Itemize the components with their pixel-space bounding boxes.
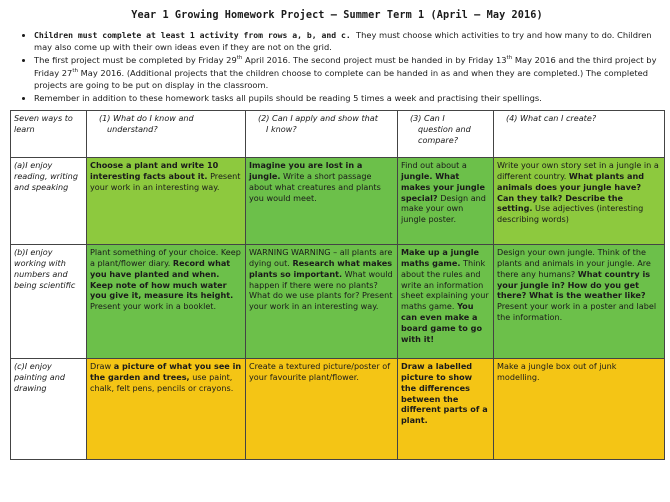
row-a-cell-3-text-b: Design and make your own jungle poster. (401, 192, 486, 225)
header-3-line1: (3) Can I (410, 113, 445, 124)
row-a-cell-2-bold: Imagine you are lost in a jungle. (249, 160, 363, 182)
row-a-cell-3 (398, 158, 494, 245)
header-4-text: (4) What can I create? (506, 113, 597, 124)
activity-grid (10, 110, 665, 460)
row-a-label: (a)I enjoy reading, writing and speaking (11, 158, 87, 245)
row-a-cell-2 (246, 158, 398, 245)
instruction-2-part3: May 2016 and the third project by Friday 27 (34, 55, 657, 78)
row-a-cell-1 (87, 158, 246, 245)
row-a-cell-4 (494, 158, 665, 245)
instruction-2-part2: April 2016. The second project must be handed in by Friday 13 (245, 55, 507, 66)
header-1-line2: understand? (107, 124, 158, 135)
row-c-cell-3 (398, 359, 494, 460)
instruction-2-part4: May 2016. (Additional projects that the children choose to complete can be handed in as and when they are completed.) The completed projects are going to be put on display in the classroom. (34, 67, 648, 90)
row-b-cell-1 (87, 245, 246, 359)
row-c-cell-4: Make a jungle box out of junk modelling. (494, 359, 665, 460)
row-c-cell-3-bold: Draw a labelled picture to show the differences between the different parts of a plant. (401, 361, 488, 426)
header-seven-ways (11, 111, 87, 158)
header-apply-show (246, 111, 398, 158)
instruction-1-text: They must choose which activities to try and how many to do. Children may also come up with their own ideas even if they are not on the grid. (34, 30, 652, 53)
row-a-cell-4-text-a: Write your own story set in a jungle in a different country. (497, 160, 659, 182)
row-c-cell-1 (87, 359, 246, 460)
row-b-cell-4-text-b: Present your work in a poster and label the information. (497, 301, 657, 322)
table-row (11, 158, 665, 245)
row-b-cell-4-bold: What country is your jungle in? How do you get there? What is the weather like? (497, 268, 651, 301)
row-c-cell-2: Create a textured picture/poster of your favourite plant/flower. (246, 359, 398, 460)
row-c-label: (c)I enjoy painting and drawing (11, 359, 87, 460)
header-row (11, 111, 665, 158)
header-3-line3: compare? (418, 134, 458, 145)
row-b-cell-2-bold: Research what makes plants so important. (249, 258, 393, 279)
header-2-line2: I know? (266, 124, 297, 135)
row-b-cell-4 (494, 245, 665, 359)
page-title: Year 1 Growing Homework Project – Summer Term 1 (April – May 2016) (131, 10, 543, 21)
row-a-cell-2-text: Write a short passage about what creatures and plants you would meet. (249, 171, 381, 203)
row-b-cell-3-bold-b: You can even make a board game to go with it! (401, 301, 483, 344)
instruction-1-bold: Children must complete at least 1 activity from rows a, b, and c. (34, 30, 351, 40)
row-b-cell-2 (246, 245, 398, 359)
instruction-2-part1: The first project must be completed by Friday 29 (34, 55, 237, 66)
header-create (494, 111, 665, 158)
header-seven-ways-text: Seven ways to learn (14, 113, 73, 135)
table-row (11, 359, 665, 460)
row-c-cell-1-text-b: use paint, chalk, felt pens, pencils or crayons. (90, 372, 234, 393)
row-b-label: (b)I enjoy working with numbers and being scientific (11, 245, 87, 359)
instructions-list (10, 29, 664, 104)
instruction-2 (34, 54, 664, 91)
instruction-3 (34, 92, 664, 104)
row-b-cell-1-text-a: Plant something of your choice. Keep a plant/flower diary. (90, 247, 241, 269)
header-3-line2: question and (418, 124, 471, 135)
row-b-cell-3-text: Think about the rules and write an information sheet explaining your maths game. (401, 258, 489, 312)
row-c-cell-1-text-a: Draw (90, 361, 112, 372)
header-1-line1: (1) What do I know and (99, 113, 194, 124)
row-a-cell-4-text-b: Use adjectives (interesting describing words) (497, 203, 644, 225)
row-c-cell-1-bold: a picture of what you see in the garden and trees, (90, 361, 242, 383)
row-a-cell-1-text: Present your work in an interesting way. (90, 171, 241, 192)
instruction-2-sup2: th (506, 55, 513, 62)
row-b-cell-4-text-a: Design your own jungle. Think of the plants and animals in your jungle. Are there any humans? (497, 247, 651, 279)
instruction-2-sup1: th (236, 55, 243, 62)
instruction-3-text: Remember in addition to these homework tasks all pupils should be reading 5 times a week and practising their spellings. (34, 93, 542, 104)
header-question-compare (398, 111, 494, 158)
row-b-cell-1-bold: Record what you have planted and when. Keep note of how much water you give it, measure its height. (90, 258, 234, 301)
row-b-cell-3-bold-a: Make up a jungle maths game. (401, 247, 479, 269)
row-b-cell-2-text-a: WARNING WARNING – all plants are dying out. (249, 247, 393, 269)
instruction-2-sup3: th (72, 67, 78, 74)
row-b-cell-3 (398, 245, 494, 359)
header-know-understand (87, 111, 246, 158)
row-a-cell-1-bold: Choose a plant and write 10 interesting facts about it. (90, 160, 219, 182)
row-a-cell-3-bold: jungle. What makes your jungle special? (401, 171, 485, 203)
row-b-cell-1-text-b: Present your work in a booklet. (90, 301, 217, 312)
row-a-cell-4-bold: What plants and animals does your jungle have? Can they talk? Describe the setting. (497, 171, 645, 214)
row-b-cell-2-text-b: What would happen if there were no plants? What do we use plants for? Present your work in an interesting way. (249, 268, 393, 312)
row-a-cell-3-text-a: Find out about a (401, 160, 467, 171)
header-2-line1: (2) Can I apply and show that (258, 113, 378, 124)
instruction-1 (34, 29, 664, 53)
table-row (11, 245, 665, 359)
